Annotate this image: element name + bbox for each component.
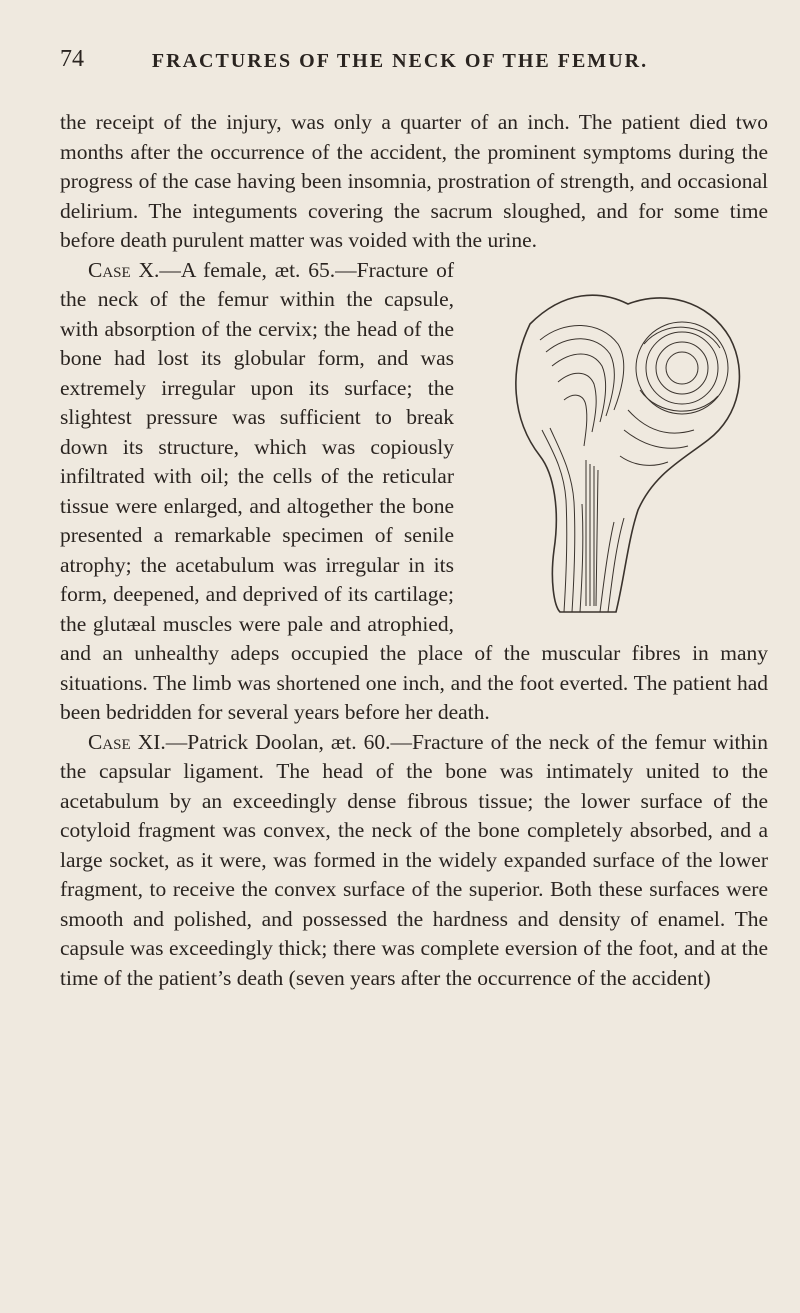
body-text — [60, 108, 768, 993]
running-title: FRACTURES OF THE NECK OF THE FEMUR. — [151, 50, 649, 72]
paragraph-case-x — [60, 256, 768, 728]
femur-illustration — [468, 260, 768, 620]
femur-engraving-svg — [468, 260, 768, 620]
case-xi-text: —Patrick Doolan, æt. 60.—Fracture of the neck of the femur within the capsular ligament. The head of the bone was intimately united to the acetabulum by an exceedingly dense fibrous tissue; the lower surface of the cotyloid fragment was convex, the neck of the bone completely absorbed, and a large socket, as it were, was formed in the widely expanded surface of the lower fragment, to receive the convex surface of the superior. Both these surfaces were smooth and polished, and possessed the hardness and density of enamel. The capsule was exceedingly thick; there was complete eversion of the foot, and at the time of the patient’s death (seven years after the occurrence of the accident) — [60, 729, 768, 990]
paragraph-case-xi — [60, 728, 768, 994]
page-number: 74 — [60, 46, 84, 72]
case-x-text: —A female, æt. 65.—Fracture of the neck of the femur within the capsule, with absorption of the cervix; the head of the bone had lost its globular form, and was extremely irregular upon its surface; the slightest pressure was sufficient to break down its structure, which was copiously infiltrated with oil; the cells of the reticular tissue were enlarged, and altogether the bone presented a remarkable specimen of senile atrophy; the acetabulum was irregular in its form, deepened, and deprived of its cartilage; the glutæal muscles were pale and atrophied, and an unhealthy adeps occupied the place of the muscular fibres in many situations. The limb was shortened one inch, and the foot everted. The patient had been bedridden for several years before her death. — [60, 257, 768, 724]
case-xi-label: Case XI. — [88, 729, 166, 754]
paragraph-1: the receipt of the injury, was only a quarter of an inch. The patient died two months after the occurrence of the accident, the prominent symptoms during the progress of the case having been insomnia, prostration of strength, and occasional delirium. The integuments covering the sacrum sloughed, and for some time before death purulent matter was voided with the urine. — [60, 110, 768, 252]
case-x-label: Case X. — [88, 257, 160, 282]
